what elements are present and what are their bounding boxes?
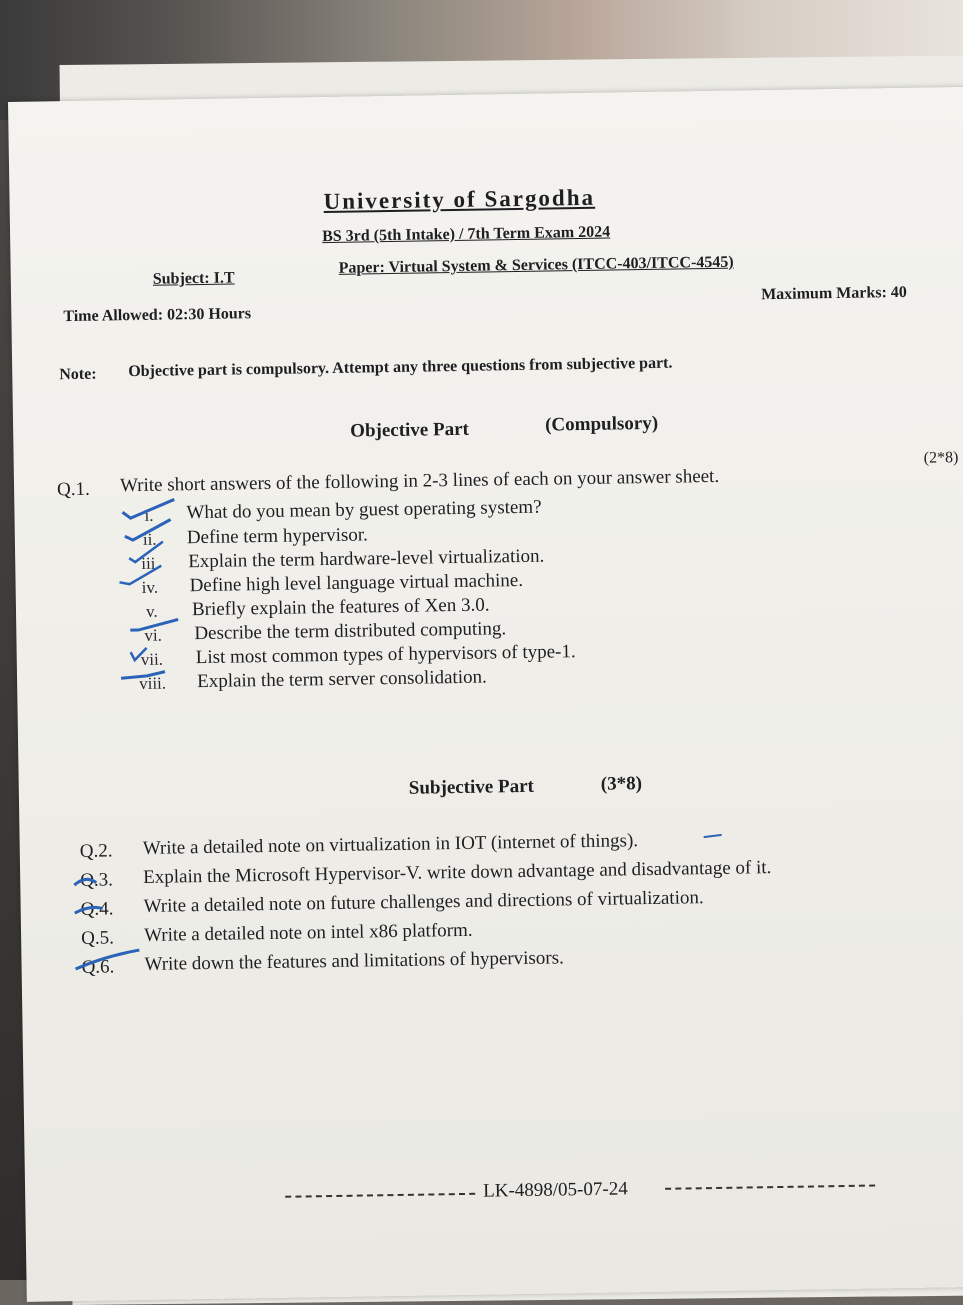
list-item-number: iv. [141, 577, 159, 597]
subjective-q-number: Q.4. [80, 898, 114, 920]
list-item: Describe the term distributed computing. [194, 618, 507, 645]
subjective-heading: Subjective Part [408, 775, 535, 799]
maximum-marks: Maximum Marks: 40 [760, 283, 908, 304]
subjective-marks: (3*8) [600, 773, 643, 795]
list-item-number: v. [145, 601, 158, 621]
note-text: Objective part is compulsory. Attempt any three questions from subjective part. [128, 354, 673, 381]
list-item-number: vi. [144, 625, 163, 645]
list-item-number: ii. [142, 529, 157, 549]
list-item: Explain the term hardware-level virtualization. [188, 545, 545, 573]
question-text: Write short answers of the following in 2-3 lines of each on your answer sheet. [119, 465, 720, 497]
subjective-q-number: Q.3. [80, 869, 114, 891]
subjective-q-text: Write down the features and limitations of hypervisors. [144, 947, 564, 975]
exam-title: BS 3rd (5th Intake) / 7th Term Exam 2024 [322, 223, 611, 246]
list-item-number: iii. [141, 553, 160, 573]
objective-marks: (2*8) [923, 449, 959, 467]
subject-label: Subject: I.T [152, 269, 235, 288]
list-item: Explain the term server consolidation. [196, 666, 487, 693]
list-item-number: i. [144, 505, 154, 525]
footer-code: LK-4898/05-07-24 [483, 1178, 628, 1202]
subjective-q-number: Q.6. [81, 956, 115, 978]
pen-tick-marks [114, 495, 197, 686]
objective-tag: (Compulsory) [544, 412, 659, 436]
subjective-q-text: Write a detailed note on virtualization in IOT (internet of things). [142, 830, 639, 859]
list-item-number: viii. [139, 673, 167, 694]
list-item: Define term hypervisor. [186, 524, 368, 549]
footer-dash-left [285, 1193, 475, 1198]
list-item: Briefly explain the features of Xen 3.0. [191, 594, 490, 621]
objective-heading: Objective Part [350, 418, 470, 442]
question-number: Q.1. [56, 478, 90, 501]
list-item: What do you mean by guest operating system? [186, 496, 542, 524]
note-label: Note: [59, 365, 97, 384]
paper-title: Paper: Virtual System & Services (ITCC-403/ITCC-4545) [338, 253, 734, 277]
subjective-q-text: Explain the Microsoft Hypervisor-V. write down advantage and disadvantage of it. [143, 857, 772, 888]
subjective-q-text: Write a detailed note on intel x86 platform. [143, 919, 473, 946]
list-item: Define high level language virtual machine. [189, 569, 524, 597]
subjective-q-text: Write a detailed note on future challenges and directions of virtualization. [143, 887, 704, 917]
university-title: University of Sargodha [323, 184, 596, 215]
footer-dash-right [665, 1185, 875, 1190]
exam-paper [8, 86, 963, 1301]
subjective-q-number: Q.5. [80, 927, 115, 949]
pen-marks-subjective [72, 860, 144, 971]
dash-mark [700, 829, 730, 843]
time-allowed: Time Allowed: 02:30 Hours [63, 305, 252, 326]
subjective-q-number: Q.2. [79, 840, 113, 862]
list-item: List most common types of hypervisors of type-1. [195, 641, 576, 669]
list-item-number: vii. [140, 649, 164, 669]
